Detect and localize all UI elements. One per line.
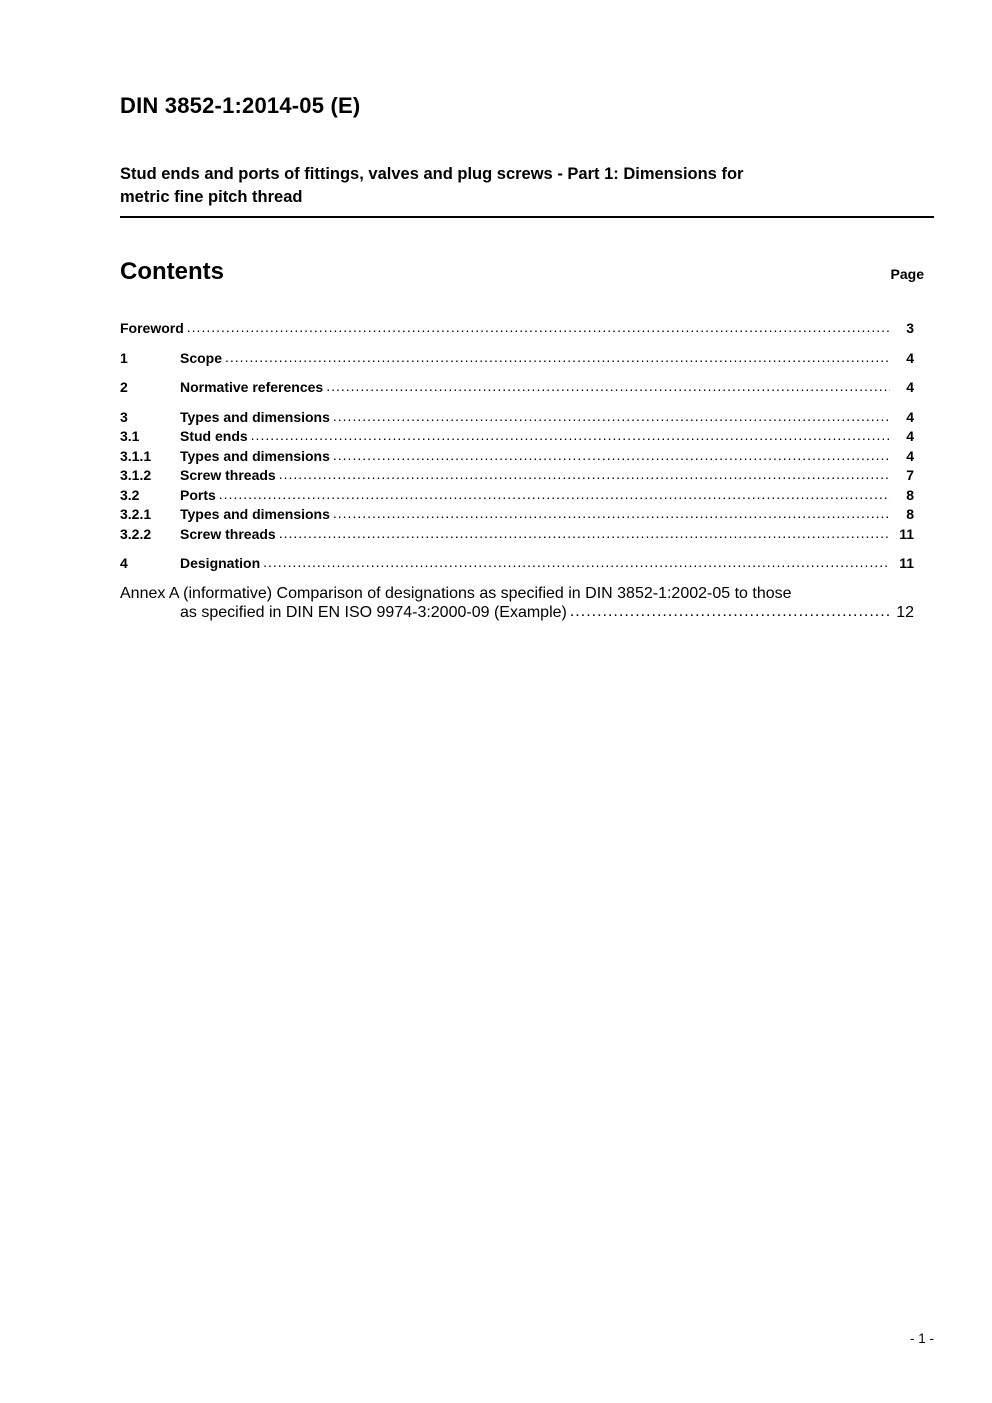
toc-entry — [120, 525, 934, 545]
doc-title-line1: Stud ends and ports of fittings, valves and plug screws - Part 1: Dimensions for — [120, 165, 744, 183]
toc-group — [120, 408, 934, 545]
toc-entry-page: 7 — [906, 467, 914, 483]
toc-entry-number: 3.1 — [120, 428, 140, 444]
toc-entry-number: 3.1.1 — [120, 447, 152, 464]
toc-annex-entry — [120, 584, 934, 623]
contents-header-row — [120, 258, 934, 286]
dot-leader — [333, 447, 890, 467]
toc-entry-title: Scope — [180, 349, 223, 366]
toc-entry — [120, 505, 934, 525]
doc-title-line2: metric fine pitch thread — [120, 188, 303, 206]
toc-entry-title: Types and dimensions — [180, 506, 330, 522]
toc-entry-title: Ports — [180, 486, 216, 503]
toc-entry-page: 3 — [906, 320, 914, 336]
annex-title-line2: as specified in DIN EN ISO 9974-3:2000-09 (Example) — [180, 604, 567, 621]
dot-leader — [225, 349, 890, 369]
toc-entry — [120, 408, 934, 428]
toc-entry-page: 4 — [906, 379, 914, 395]
toc-entry-title: Foreword — [120, 320, 184, 336]
toc-group — [120, 554, 934, 574]
toc-entry-title: Designation — [180, 555, 261, 571]
toc-entry-page: 4 — [906, 349, 914, 366]
toc-entry-page: 4 — [906, 447, 914, 464]
dot-leader — [333, 408, 890, 428]
annex-line2 — [120, 603, 934, 623]
toc-entry-title: Screw threads — [180, 525, 276, 542]
page-footer — [120, 1331, 937, 1346]
toc-entry-number: 3.2.1 — [120, 506, 152, 522]
toc-group — [120, 349, 934, 369]
toc-entry — [120, 486, 934, 506]
toc-entry — [120, 466, 934, 486]
toc-entry — [120, 349, 934, 369]
footer-page-number: - 1 - — [909, 1331, 934, 1346]
toc-entry-page: 4 — [906, 428, 914, 444]
page-column-label: Page — [890, 266, 924, 282]
toc-entry-number: 3.1.2 — [120, 467, 152, 483]
toc-entry — [120, 427, 934, 447]
toc-entry-page: 8 — [906, 486, 914, 503]
contents-heading: Contents — [120, 258, 224, 285]
dot-leader — [263, 554, 890, 574]
toc-entry-title: Stud ends — [180, 428, 248, 444]
toc-entry-page: 11 — [899, 555, 914, 571]
toc-entry-number: 4 — [120, 555, 128, 571]
toc-entry-title: Normative references — [180, 379, 324, 395]
toc-entry-page: 4 — [906, 408, 914, 425]
dot-leader — [251, 427, 890, 447]
dot-leader — [326, 378, 890, 398]
toc-entry-number: 3.2.2 — [120, 525, 152, 542]
toc-group — [120, 378, 934, 398]
toc-entry-title: Screw threads — [180, 467, 276, 483]
toc-entry — [120, 447, 934, 467]
toc-entry-number: 2 — [120, 379, 128, 395]
toc-entry-number: 3 — [120, 408, 128, 425]
toc-entry-number: 1 — [120, 349, 128, 366]
page-content — [120, 0, 934, 633]
toc-entry-title: Types and dimensions — [180, 447, 330, 464]
toc-entry-title: Types and dimensions — [180, 408, 330, 425]
toc-entry-number: 3.2 — [120, 486, 140, 503]
dot-leader — [279, 466, 890, 486]
annex-page-number: 12 — [896, 604, 914, 621]
toc-entry — [120, 319, 934, 339]
toc-entry-page: 11 — [899, 525, 914, 542]
doc-id-heading: DIN 3852-1:2014-05 (E) — [120, 93, 361, 118]
annex-qualifier: (informative) — [183, 584, 273, 602]
dot-leader — [570, 603, 890, 623]
annex-label: Annex A — [120, 584, 179, 602]
toc-group — [120, 319, 934, 339]
dot-leader — [333, 505, 890, 525]
dot-leader — [219, 486, 890, 506]
doc-title — [120, 163, 934, 218]
toc-entry — [120, 554, 934, 574]
toc-entry-page: 8 — [906, 506, 914, 522]
dot-leader — [279, 525, 890, 545]
dot-leader — [187, 319, 890, 339]
table-of-contents — [120, 319, 934, 574]
annex-line1 — [120, 584, 934, 604]
toc-entry — [120, 378, 934, 398]
annex-title-line1: Comparison of designations as specified in DIN 3852-1:2002-05 to those — [276, 584, 792, 602]
